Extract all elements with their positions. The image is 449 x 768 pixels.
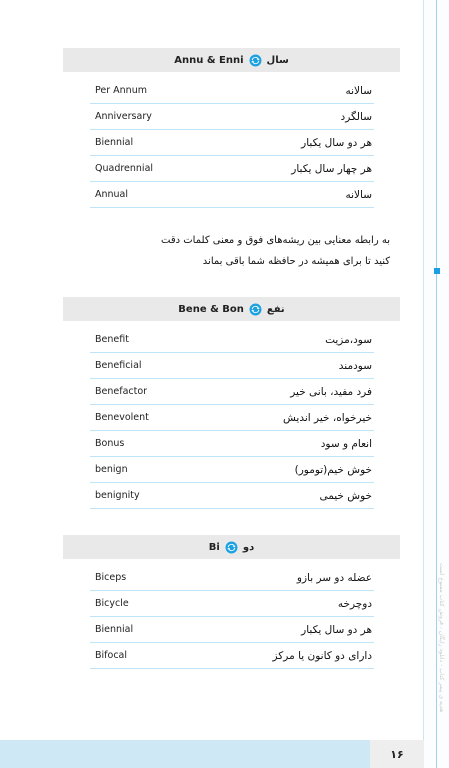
section-header-annu bbox=[63, 48, 400, 72]
word-fa: خیرخواه، خیر اندیش bbox=[283, 411, 372, 424]
word-list-bene bbox=[90, 327, 374, 509]
section-header-bi bbox=[63, 535, 400, 559]
word-row bbox=[90, 379, 374, 405]
word-en: Beneficial bbox=[95, 360, 142, 371]
word-row bbox=[90, 591, 374, 617]
word-fa: هر چهار سال یکبار bbox=[291, 162, 372, 175]
section-header-fa: دو bbox=[242, 541, 255, 553]
footer-bar bbox=[0, 740, 424, 768]
word-row bbox=[90, 353, 374, 379]
word-fa: سالانه bbox=[345, 84, 372, 97]
word-en: Benefit bbox=[95, 334, 129, 345]
section-header-en: Bene & Bon bbox=[178, 303, 244, 315]
word-list-bi bbox=[90, 565, 374, 669]
word-fa: انعام و سود bbox=[320, 437, 372, 450]
section-header-en: Bi bbox=[208, 541, 220, 553]
word-row bbox=[90, 182, 374, 208]
word-en: Benevolent bbox=[95, 412, 149, 423]
word-fa: هر دو سال یکبار bbox=[301, 136, 372, 149]
word-fa: عضله دو سر بازو bbox=[296, 571, 372, 584]
word-row bbox=[90, 483, 374, 509]
word-fa: سالگرد bbox=[340, 110, 372, 123]
sync-icon bbox=[249, 303, 262, 316]
sync-icon bbox=[249, 54, 262, 67]
word-row bbox=[90, 405, 374, 431]
section-header-fa: سال bbox=[266, 54, 289, 66]
word-en: Biceps bbox=[95, 572, 127, 583]
word-fa: دارای دو کانون یا مرکز bbox=[272, 649, 372, 662]
word-en: Benefactor bbox=[95, 386, 148, 397]
word-fa: خوش خیمی bbox=[319, 489, 372, 502]
word-en: Anniversary bbox=[95, 111, 152, 122]
word-row bbox=[90, 617, 374, 643]
section-header-en: Annu & Enni bbox=[174, 54, 244, 66]
paragraph-line-2: کنید تا برای همیشه در حافظه شما باقی بماند bbox=[202, 256, 390, 267]
word-fa: هر دو سال یکبار bbox=[301, 623, 372, 636]
word-list-annu bbox=[90, 78, 374, 208]
word-en: Bifocal bbox=[95, 650, 127, 661]
word-row bbox=[90, 156, 374, 182]
page-number: ۱۶ bbox=[370, 740, 424, 768]
section-header-bene bbox=[63, 297, 400, 321]
word-row bbox=[90, 104, 374, 130]
section-header-fa: نفع bbox=[266, 303, 285, 315]
side-watermark-text: هدیه ی پیمر کتاب - دانلود رایگان ، فروش کتاب ممنوع است bbox=[438, 562, 445, 712]
word-en: benignity bbox=[95, 490, 140, 501]
word-en: Annual bbox=[95, 189, 129, 200]
word-row bbox=[90, 643, 374, 669]
side-marker bbox=[434, 268, 440, 274]
word-en: benign bbox=[95, 464, 128, 475]
word-fa: سودمند bbox=[338, 359, 372, 372]
sync-icon bbox=[225, 541, 238, 554]
word-row bbox=[90, 431, 374, 457]
word-en: Quadrennial bbox=[95, 163, 154, 174]
word-row bbox=[90, 457, 374, 483]
word-row bbox=[90, 130, 374, 156]
word-fa: دوچرخه bbox=[337, 597, 372, 610]
instruction-paragraph bbox=[72, 230, 390, 272]
word-row bbox=[90, 327, 374, 353]
word-fa: سالانه bbox=[345, 188, 372, 201]
word-fa: فرد مفید، بانی خیر bbox=[290, 385, 372, 398]
word-fa: سود،مزیت bbox=[325, 333, 372, 346]
word-en: Bicycle bbox=[95, 598, 129, 609]
word-row bbox=[90, 565, 374, 591]
word-row bbox=[90, 78, 374, 104]
word-en: Biennial bbox=[95, 624, 134, 635]
word-en: Biennial bbox=[95, 137, 134, 148]
word-fa: خوش خیم(تومور) bbox=[294, 463, 372, 476]
word-en: Bonus bbox=[95, 438, 125, 449]
word-en: Per Annum bbox=[95, 85, 147, 96]
paragraph-line-1: به رابطه معنایی بین ریشه‌های فوق و معنی کلمات دقت bbox=[161, 235, 390, 246]
